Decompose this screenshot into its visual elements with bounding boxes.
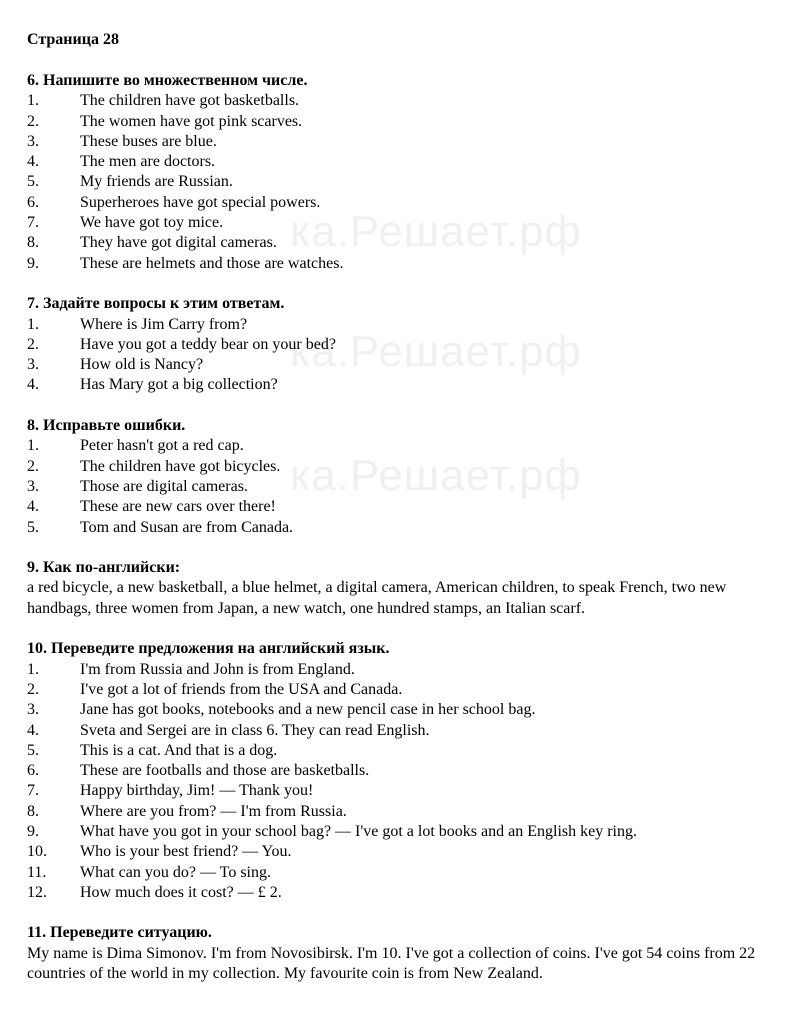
item-number: 11. <box>27 863 47 881</box>
list-item <box>27 132 787 152</box>
item-number: 8. <box>27 234 39 252</box>
item-text: How much does it cost? — £ 2. <box>80 883 282 901</box>
item-text: These are new cars over there! <box>80 498 276 516</box>
item-number: 1. <box>27 660 39 678</box>
item-text: My friends are Russian. <box>80 173 233 191</box>
item-number: 1. <box>27 437 39 455</box>
section-title: 8. Исправьте ошибки. <box>27 417 186 435</box>
answer-list <box>27 436 787 537</box>
list-item <box>27 680 787 700</box>
list-item <box>27 781 787 801</box>
watermark-1: ка.Решает.рф <box>290 207 582 256</box>
item-text: They have got digital cameras. <box>80 234 277 252</box>
list-item <box>27 436 787 456</box>
item-text: We have got toy mice. <box>80 214 224 232</box>
section-title: 9. Как по-английски: <box>27 559 181 577</box>
section-6 <box>27 71 787 274</box>
item-text: How old is Nancy? <box>80 356 204 374</box>
item-number: 9. <box>27 822 39 840</box>
list-item <box>27 213 787 233</box>
item-text: What have you got in your school bag? — I've got a lot books and an English key ring. <box>80 822 637 840</box>
item-number: 8. <box>27 802 39 820</box>
watermark-2: ка.Решает.рф <box>290 327 582 376</box>
item-number: 9. <box>27 254 39 272</box>
list-item <box>27 457 787 477</box>
item-number: 4. <box>27 153 39 171</box>
list-item <box>27 233 787 253</box>
item-number: 2. <box>27 112 39 130</box>
list-item <box>27 802 787 822</box>
watermark-3: ка.Решает.рф <box>290 451 582 500</box>
item-text: Happy birthday, Jim! — Thank you! <box>80 782 314 800</box>
list-item <box>27 518 787 538</box>
page-title: Страница 28 <box>27 31 119 48</box>
item-text: Where is Jim Carry from? <box>80 315 248 333</box>
item-text: These are helmets and those are watches. <box>80 254 344 272</box>
list-item <box>27 883 787 903</box>
item-text: This is a cat. And that is a dog. <box>80 741 278 759</box>
item-number: 7. <box>27 782 39 800</box>
section-title: 11. Переведите ситуацию. <box>27 924 212 942</box>
list-item <box>27 721 787 741</box>
item-number: 2. <box>27 335 39 353</box>
section-11 <box>27 923 787 984</box>
item-text: The women have got pink scarves. <box>80 112 303 130</box>
list-item <box>27 842 787 862</box>
item-text: Who is your best friend? — You. <box>80 843 292 861</box>
item-number: 10. <box>27 843 47 861</box>
list-item <box>27 152 787 172</box>
section-7 <box>27 294 787 395</box>
list-item <box>27 112 787 132</box>
item-number: 6. <box>27 762 39 780</box>
list-item <box>27 497 787 517</box>
item-number: 4. <box>27 498 39 516</box>
item-number: 2. <box>27 457 39 475</box>
item-text: Where are you from? — I'm from Russia. <box>80 802 347 820</box>
item-number: 5. <box>27 518 39 536</box>
list-item <box>27 355 787 375</box>
item-number: 4. <box>27 376 39 394</box>
answer-list <box>27 660 787 904</box>
item-text: Those are digital cameras. <box>80 477 248 495</box>
item-number: 1. <box>27 92 39 110</box>
item-text: I've got a lot of friends from the USA and Canada. <box>80 680 403 698</box>
item-text: The children have got basketballs. <box>80 92 300 110</box>
item-number: 3. <box>27 701 39 719</box>
item-number: 1. <box>27 315 39 333</box>
item-number: 5. <box>27 741 39 759</box>
list-item <box>27 700 787 720</box>
list-item <box>27 660 787 680</box>
section-10 <box>27 639 787 903</box>
list-item <box>27 761 787 781</box>
list-item <box>27 193 787 213</box>
item-number: 3. <box>27 132 39 150</box>
section-9 <box>27 558 787 619</box>
section-title: 6. Напишите во множественном числе. <box>27 72 308 89</box>
item-text: Has Mary got a big collection? <box>80 376 278 394</box>
list-item <box>27 172 787 192</box>
section-8 <box>27 416 787 538</box>
item-number: 5. <box>27 173 39 191</box>
item-number: 2. <box>27 680 39 698</box>
item-number: 6. <box>27 193 39 211</box>
item-number: 3. <box>27 477 39 495</box>
answer-list <box>27 315 787 396</box>
item-number: 3. <box>27 356 39 374</box>
item-text: Have you got a teddy bear on your bed? <box>80 335 336 353</box>
item-text: Jane has got books, notebooks and a new pencil case in her school bag. <box>80 701 536 719</box>
list-item <box>27 91 787 111</box>
list-item <box>27 477 787 497</box>
item-text: Sveta and Sergei are in class 6. They can read English. <box>80 721 430 739</box>
list-item <box>27 741 787 761</box>
section-paragraph: a red bicycle, a new basketball, a blue helmet, a digital camera, American children, to speak French, two new handbags, three women from Japan, a new watch, one hundred stamps, an Italian scarf. <box>27 579 727 617</box>
item-number: 12. <box>27 883 47 901</box>
item-number: 4. <box>27 721 39 739</box>
item-text: Superheroes have got special powers. <box>80 193 321 211</box>
list-item <box>27 254 787 274</box>
list-item <box>27 822 787 842</box>
section-title: 10. Переведите предложения на английский язык. <box>27 640 390 658</box>
item-text: Tom and Susan are from Canada. <box>80 518 294 536</box>
item-text: The children have got bicycles. <box>80 457 281 475</box>
item-text: I'm from Russia and John is from England. <box>80 660 355 678</box>
list-item <box>27 863 787 883</box>
list-item <box>27 335 787 355</box>
answer-list <box>27 91 787 274</box>
list-item <box>27 375 787 395</box>
item-text: These are footballs and those are basketballs. <box>80 762 370 780</box>
document-page <box>27 30 787 1005</box>
item-text: These buses are blue. <box>80 132 217 150</box>
item-text: The men are doctors. <box>80 153 216 171</box>
item-text: What can you do? — To sing. <box>80 863 271 881</box>
list-item <box>27 315 787 335</box>
section-title: 7. Задайте вопросы к этим ответам. <box>27 295 285 313</box>
item-text: Peter hasn't got a red cap. <box>80 437 244 455</box>
section-paragraph: My name is Dima Simonov. I'm from Novosibirsk. I'm 10. I've got a collection of coins. I've got 54 coins from 22 countries of the world in my collection. My favourite coin is from New Zealand. <box>27 944 756 983</box>
item-number: 7. <box>27 214 39 232</box>
